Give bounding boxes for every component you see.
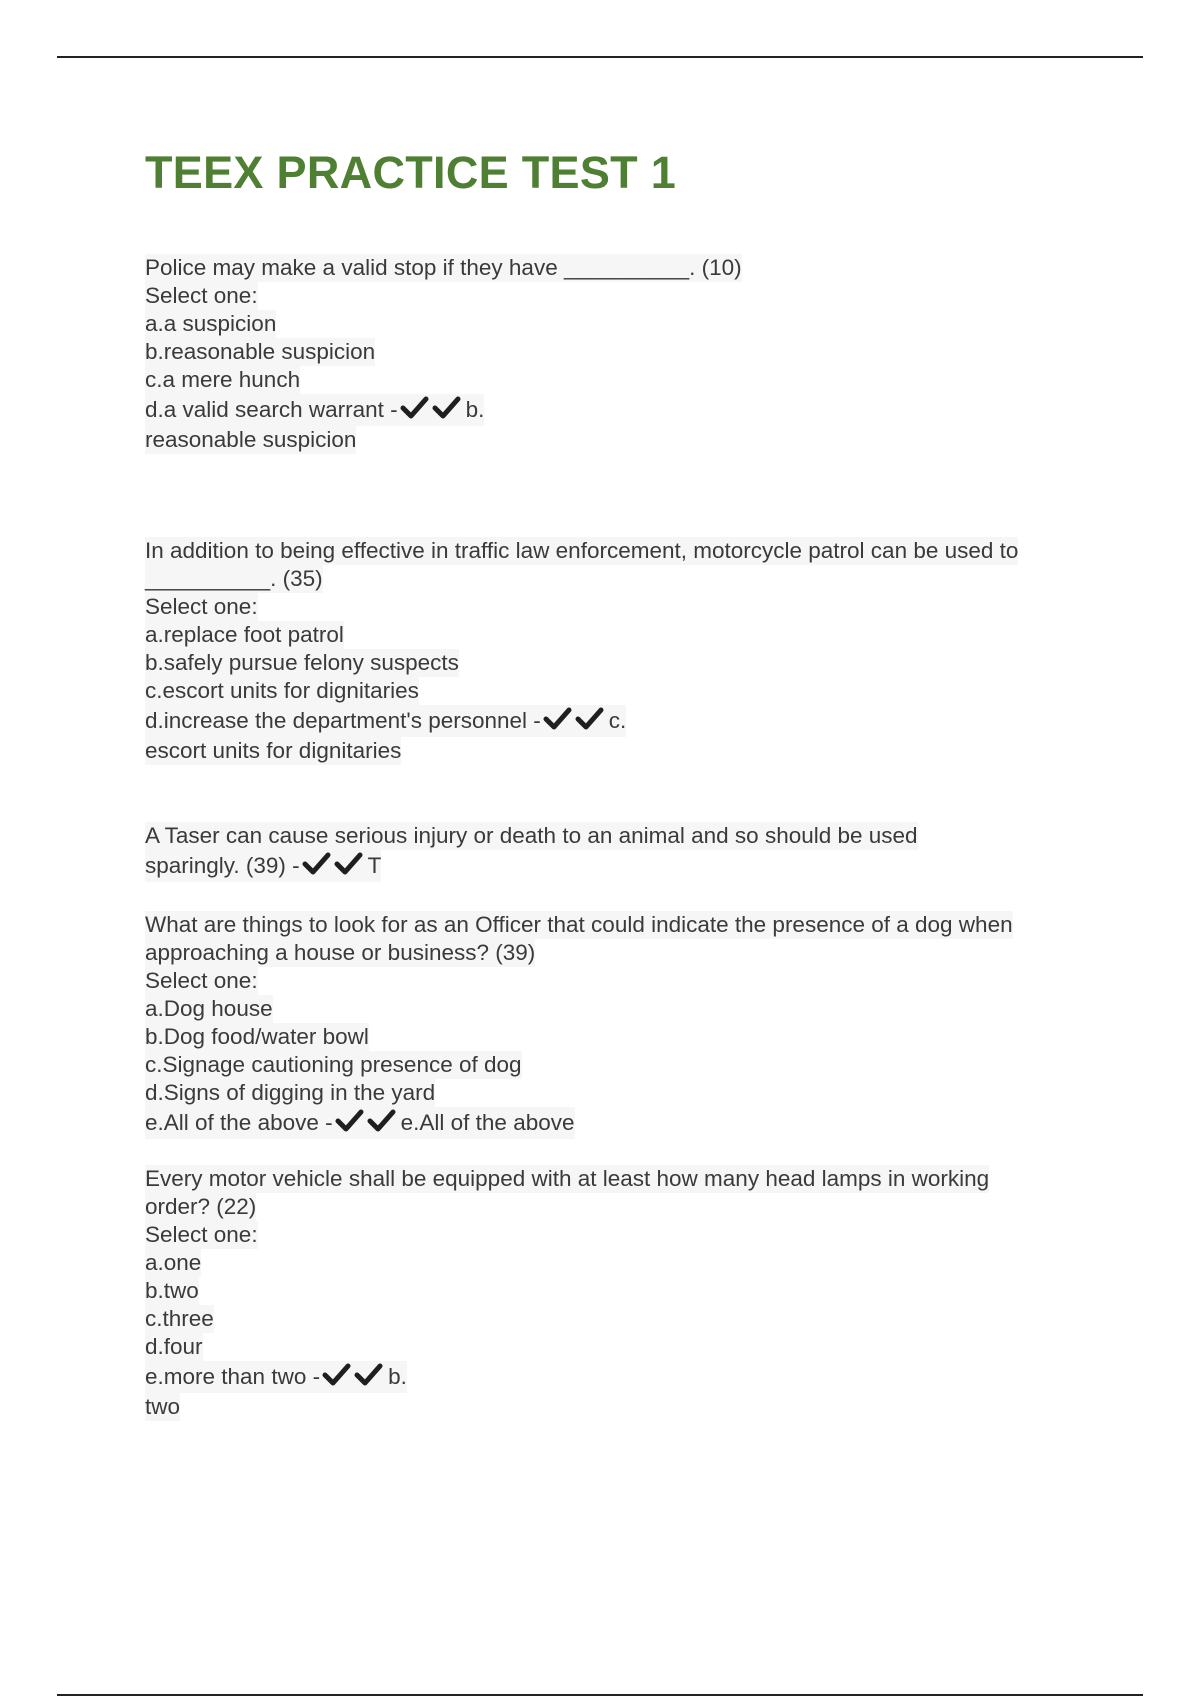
checkmark-icon [354, 1362, 384, 1388]
answer-text: b. [388, 1364, 407, 1389]
checkmark-icon [334, 851, 364, 877]
option-d-with-answer [145, 705, 626, 737]
checkmark-icon [543, 706, 573, 732]
option-c: c.a mere hunch [145, 367, 301, 392]
question-prompt-continued: __________. (35) [145, 566, 323, 591]
option-d: d.Signs of digging in the yard [145, 1080, 436, 1105]
option-e-with-answer [145, 1361, 407, 1393]
checkmark-icon [575, 706, 605, 732]
option-d: d.four [145, 1334, 203, 1359]
checkmark-icon [302, 851, 332, 877]
checkmark-icon [400, 395, 430, 421]
select-label: Select one: [145, 1222, 258, 1247]
question-prompt-continued: order? (22) [145, 1194, 257, 1219]
option-b: b.two [145, 1278, 199, 1303]
double-checkmark-icon [400, 395, 462, 421]
question-1 [145, 254, 1095, 454]
question-4 [145, 911, 1095, 1139]
option-d: d.increase the department's personnel - [145, 708, 541, 733]
question-prompt-with-answer [145, 850, 381, 882]
checkmark-icon [432, 395, 462, 421]
option-c: c.Signage cautioning presence of dog [145, 1052, 522, 1077]
double-checkmark-icon [302, 851, 364, 877]
option-a: a.a suspicion [145, 311, 277, 336]
question-prompt: A Taser can cause serious injury or death to an animal and so should be used [145, 823, 918, 848]
option-e-with-answer [145, 1107, 575, 1139]
page-title: TEEX PRACTICE TEST 1 [145, 147, 677, 198]
select-label: Select one: [145, 283, 258, 308]
option-a: a.one [145, 1250, 202, 1275]
checkmark-icon [335, 1108, 365, 1134]
answer-text: T [367, 853, 382, 878]
question-2 [145, 537, 1095, 765]
checkmark-icon [322, 1362, 352, 1388]
answer-text-continued: escort units for dignitaries [145, 738, 402, 763]
question-prompt-continued: approaching a house or business? (39) [145, 940, 536, 965]
answer-text: e.All of the above [400, 1110, 575, 1135]
option-b: b.reasonable suspicion [145, 339, 376, 364]
answer-text: c. [608, 708, 627, 733]
option-c: c.three [145, 1306, 214, 1331]
question-prompt: What are things to look for as an Officer that could indicate the presence of a dog when [145, 912, 1013, 937]
answer-text-continued: reasonable suspicion [145, 427, 357, 452]
answer-text: b. [465, 397, 485, 422]
question-3 [145, 822, 1095, 882]
option-b: b.safely pursue felony suspects [145, 650, 459, 675]
double-checkmark-icon [335, 1108, 397, 1134]
question-5 [145, 1165, 1095, 1421]
option-e: e.more than two - [145, 1364, 321, 1389]
double-checkmark-icon [322, 1362, 384, 1388]
option-a: a.replace foot patrol [145, 622, 344, 647]
bottom-rule [57, 1694, 1143, 1696]
question-prompt-end: sparingly. (39) - [145, 853, 300, 878]
option-d-with-answer [145, 394, 484, 426]
top-rule [57, 56, 1143, 58]
question-prompt: Police may make a valid stop if they have __________. (10) [145, 255, 742, 280]
option-d: d.a valid search warrant - [145, 397, 398, 422]
question-prompt: Every motor vehicle shall be equipped with at least how many head lamps in working [145, 1166, 990, 1191]
answer-text-continued: two [145, 1394, 181, 1419]
option-a: a.Dog house [145, 996, 273, 1021]
select-label: Select one: [145, 594, 258, 619]
option-c: c.escort units for dignitaries [145, 678, 419, 703]
option-b: b.Dog food/water bowl [145, 1024, 369, 1049]
question-prompt: In addition to being effective in traffic law enforcement, motorcycle patrol can be used to [145, 538, 1019, 563]
option-e: e.All of the above - [145, 1110, 333, 1135]
select-label: Select one: [145, 968, 258, 993]
checkmark-icon [367, 1108, 397, 1134]
double-checkmark-icon [543, 706, 605, 732]
